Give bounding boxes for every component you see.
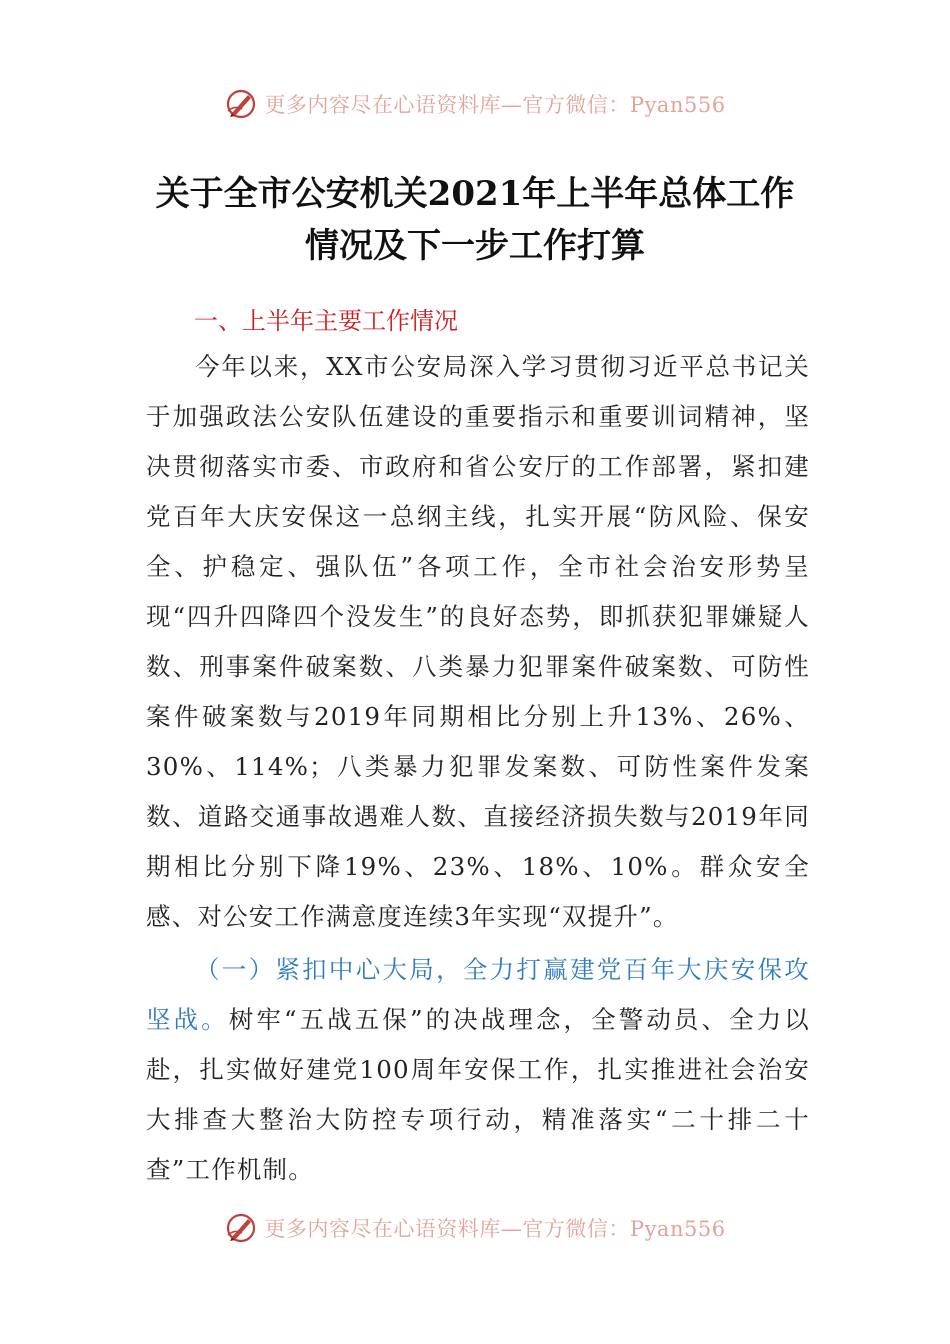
- subsection-body: 树牢“五战五保”的决战理念，全警动员、全力以赴，扎实做好建党100周年安保工作，扎实推进社会治安大排查大整治大防控专项行动，精准落实“二十排二十查”工作机制。: [146, 1005, 810, 1184]
- pen-logo-icon: [224, 1211, 258, 1245]
- paragraph-2: [146, 945, 810, 1195]
- watermark-text: 更多内容尽在心语资料库—官方微信：Pyan556: [264, 93, 726, 117]
- pen-logo-icon: [224, 87, 258, 121]
- watermark-text: 更多内容尽在心语资料库—官方微信：Pyan556: [264, 1217, 726, 1241]
- title-line-2: 情况及下一步工作打算: [305, 226, 645, 266]
- document-title: [100, 168, 850, 272]
- section-heading: 一、上半年主要工作情况: [194, 307, 458, 335]
- footer-watermark: [0, 1206, 950, 1250]
- paragraph-1: 今年以来，XX市公安局深入学习贯彻习近平总书记关于加强政法公安队伍建设的重要指示和重要训词精神，坚决贯彻落实市委、市政府和省公安厅的工作部署，紧扣建党百年大庆安保这一总纲主线，扎实开展“防风险、保安全、护稳定、强队伍”各项工作，全市社会治安形势呈现“四升四降四个没发生”的良好态势，即抓获犯罪嫌疑人数、刑事案件破案数、八类暴力犯罪案件破案数、可防性案件破案数与2019年同期相比分别上升13%、26%、30%、114%；八类暴力犯罪发案数、可防性案件发案数、道路交通事故遇难人数、直接经济损失数与2019年同期相比分别下降19%、23%、18%、10%。群众安全感、对公安工作满意度连续3年实现“双提升”。: [146, 352, 810, 931]
- title-line-1: 关于全市公安机关2021年上半年总体工作: [155, 174, 795, 214]
- header-watermark: [0, 82, 950, 126]
- subsection-heading: （一）紧扣中心大局，全力打赢建党百年大庆安保攻坚战。: [146, 955, 810, 1034]
